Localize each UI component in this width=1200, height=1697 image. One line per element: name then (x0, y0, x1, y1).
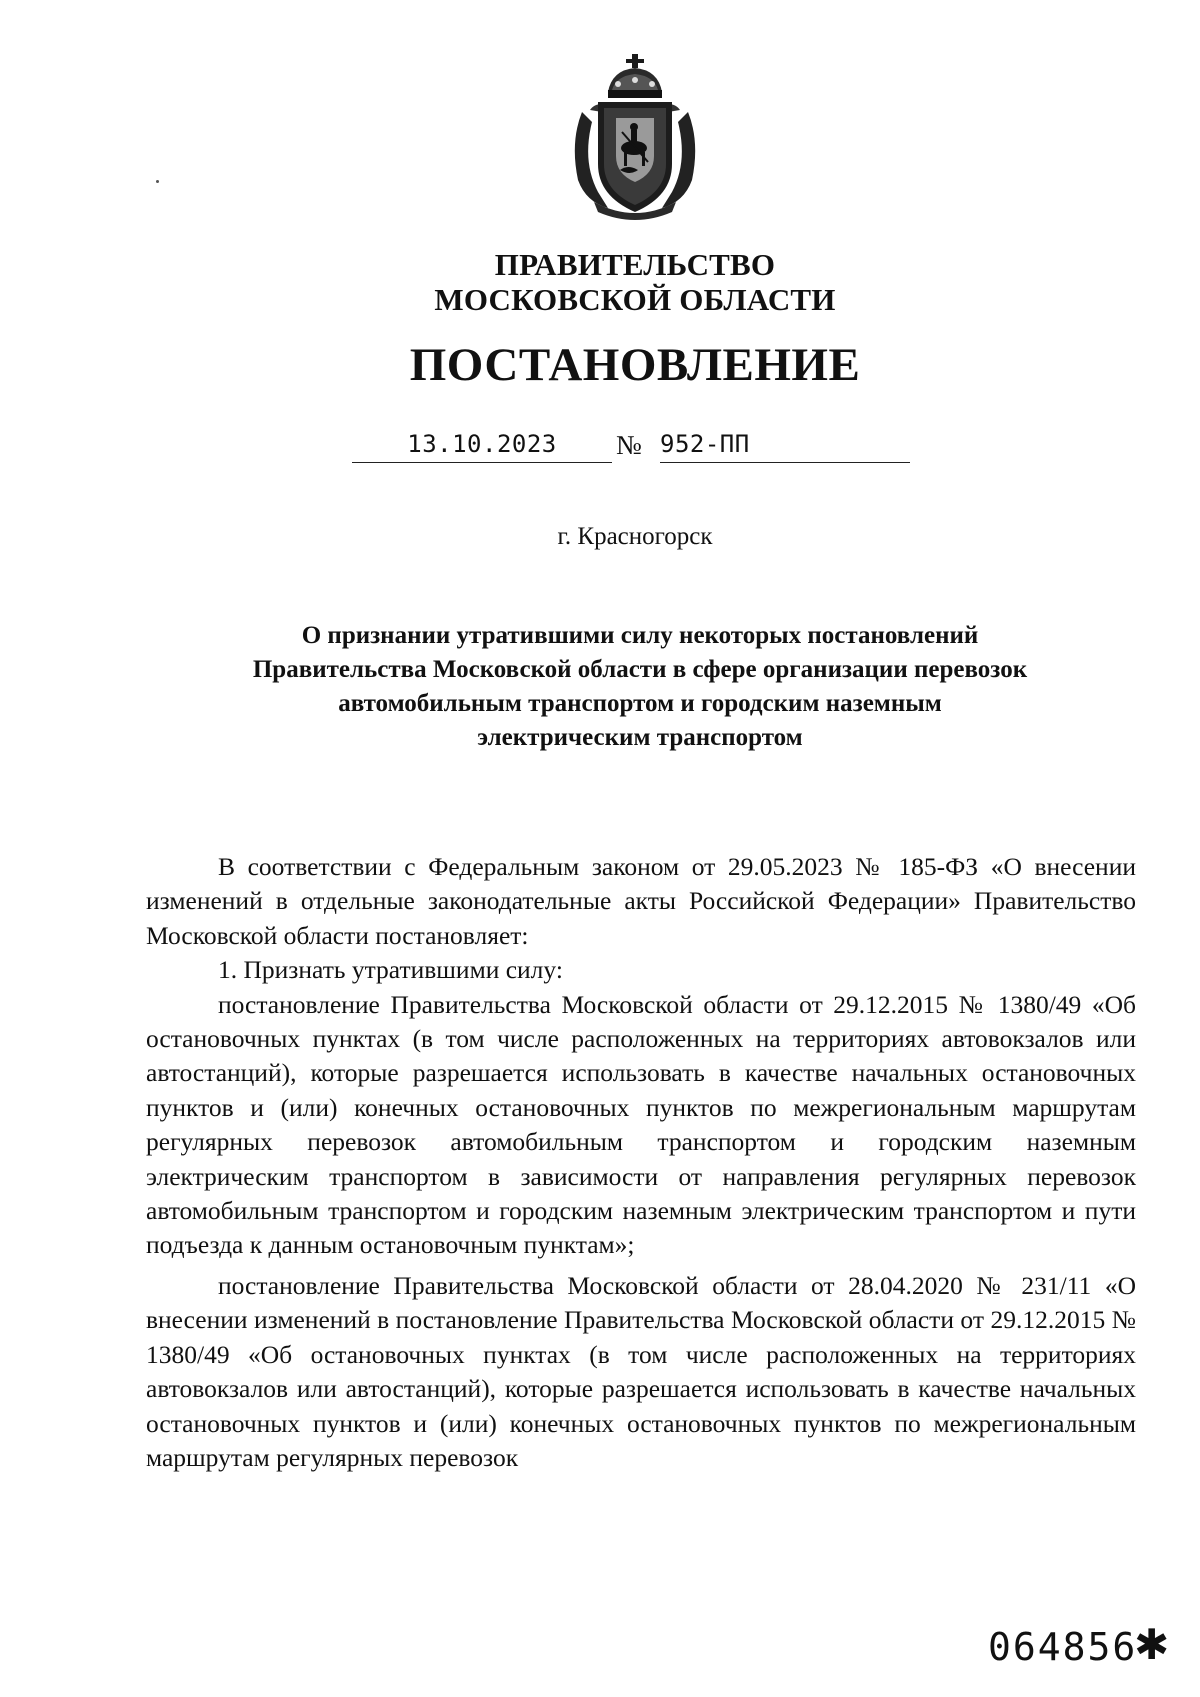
subject-line: автомобильным транспортом и городским наземным (338, 690, 942, 717)
document-subject (160, 619, 1120, 755)
date-underline (352, 462, 612, 463)
body-paragraph: 1. Признать утратившими силу: (218, 955, 563, 985)
coat-of-arms-icon (568, 52, 702, 220)
subject-line: Правительства Московской области в сфере организации перевозок (252, 656, 1028, 683)
serial-number: 064856 (988, 1625, 1138, 1669)
subject-line: О признании утратившими силу некоторых постановлений (301, 622, 979, 649)
number-sign: № (616, 430, 642, 460)
subject-line: электрическим транспортом (477, 724, 803, 751)
document-date: 13.10.2023 (407, 430, 557, 458)
document-body (146, 850, 1136, 1475)
body-paragraph: постановление Правительства Московской области от 28.04.2020 № 231/11 «О внесении изменений в постановление Правительства Московской области от 29.12.2015 № 1380/49 «Об остановочных пунктах (в том числе расположенных на территориях автовокзалов или автостанций), которые разрешается использовать в качестве начальных остановочных пунктов и (или) конечных остановочных пунктов по межрегиональным маршрутам регулярных перевозок (146, 1270, 1136, 1472)
scan-speck (156, 180, 159, 183)
document-type-title: ПОСТАНОВЛЕНИЕ (409, 339, 861, 391)
city-name: г. Красногорск (557, 523, 713, 550)
document-number: 952-ПП (660, 430, 750, 458)
org-name-line2: МОСКОВСКОЙ ОБЛАСТИ (434, 282, 836, 317)
asterisk-mark: ✱ (1134, 1620, 1170, 1669)
org-name-line1: ПРАВИТЕЛЬСТВО (494, 247, 776, 282)
body-paragraph: В соответствии с Федеральным законом от 29.05.2023 № 185-ФЗ «О внесении изменений в отдельные законодательные акты Российской Федерации» Правительство Московской области постановляет: (146, 852, 1136, 950)
number-underline (660, 462, 910, 463)
body-paragraph: постановление Правительства Московской области от 29.12.2015 № 1380/49 «Об остановочных пунктах (в том числе расположенных на территориях автовокзалов или автостанций), которые разрешается использовать в качестве начальных остановочных пунктов и (или) конечных остановочных пунктов по межрегиональным маршрутам регулярных перевозок автомобильным транспортом и городским наземным электрическим транспортом в зависимости от направления регулярных перевозок автомобильным транспортом и городским наземным электрическим транспортом и пути подъезда к данным остановочным пунктам»; (146, 989, 1136, 1260)
